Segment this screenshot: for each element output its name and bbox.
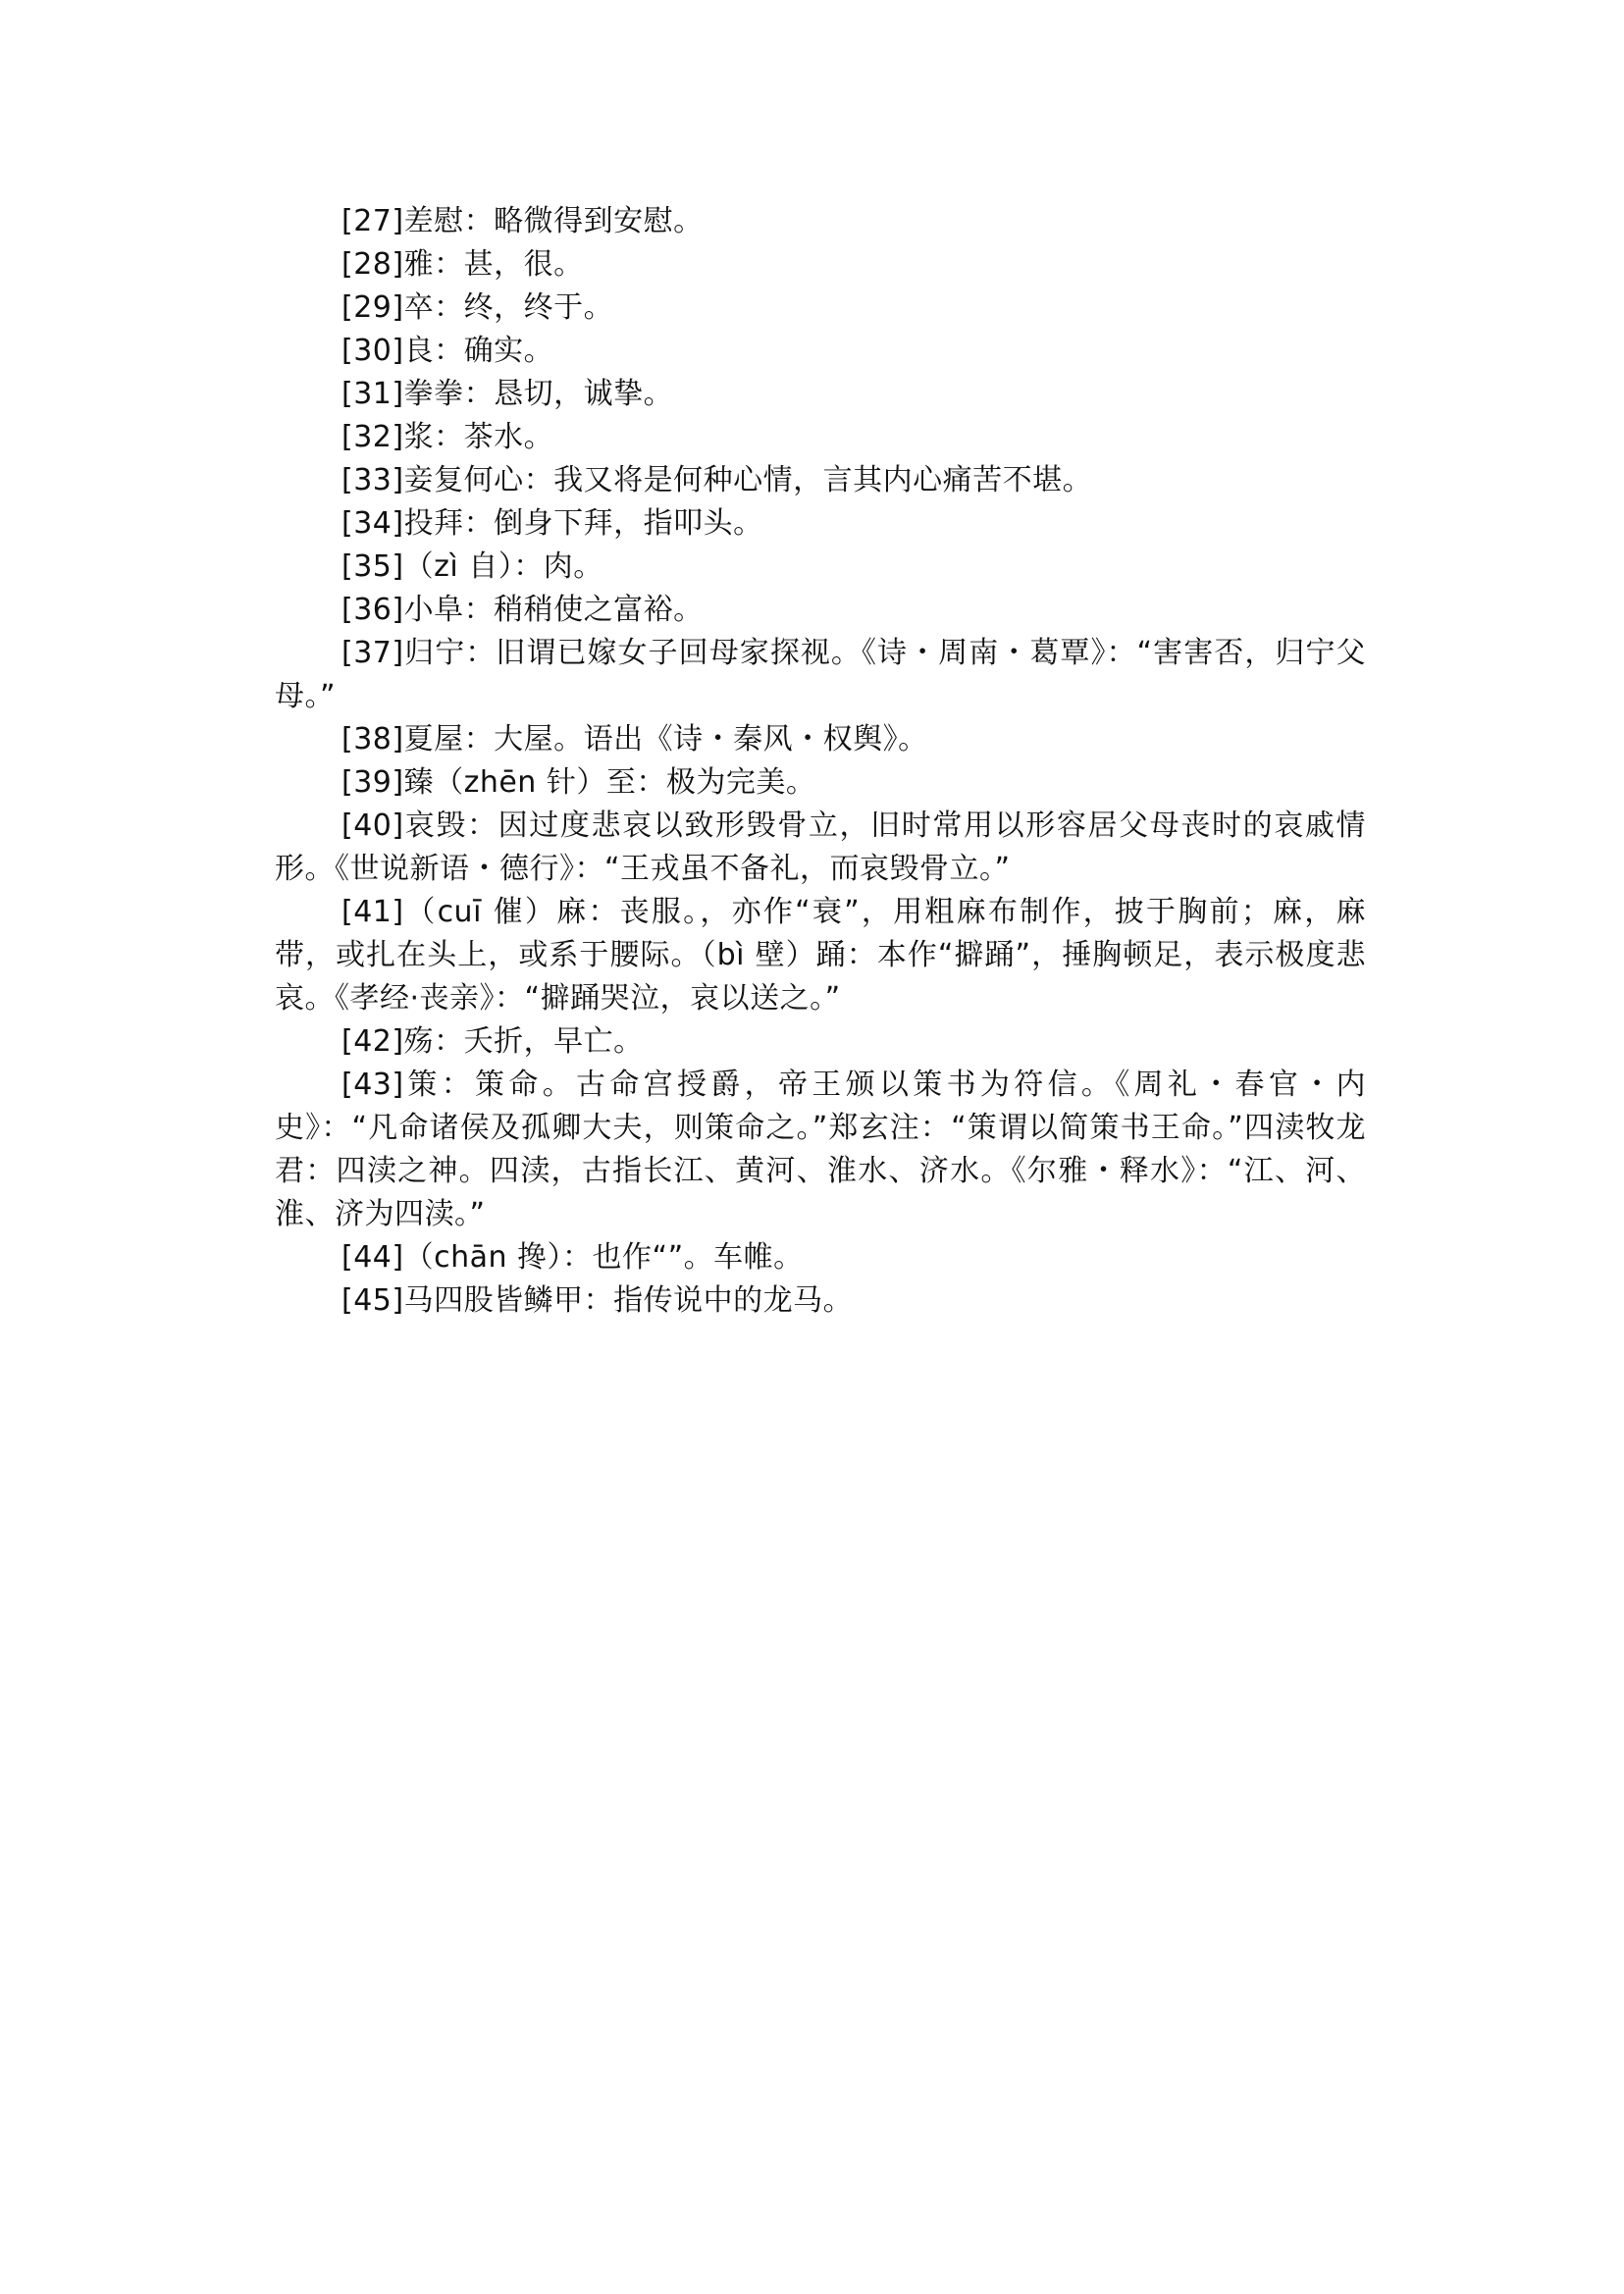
note-33: [33]妾复何心：我又将是何种心情，言其内心痛苦不堪。 — [341, 463, 1093, 497]
note-43: [43]策：策命。古命宫授爵，帝王颁以策书为符信。《周礼・春官・内史》：“凡命诸侯及孤卿大夫，则策命之。”郑玄注：“策谓以简策书王命。”四渎牧龙君：四渎之神。四渎，古指长江、黄河、淮水、济水。《尔雅・释水》：“江、河、淮、济为四渎。” — [275, 1068, 1366, 1231]
annotation-page — [275, 200, 1366, 1323]
note-39: [39]臻（zhēn 针）至：极为完美。 — [341, 765, 816, 800]
note-35: [35]（zì 自）：肉。 — [341, 549, 603, 584]
note-34: [34]投拜：倒身下拜，指叩头。 — [341, 506, 763, 541]
note-38: [38]夏屋：大屋。语出《诗・秦风・权舆》。 — [341, 722, 928, 756]
note-36: [36]小阜：稍稍使之富裕。 — [341, 593, 704, 627]
note-31: [31]拳拳：恳切，诚挚。 — [341, 377, 674, 411]
note-44: [44]（chān 搀）：也作“”。车帷。 — [341, 1240, 804, 1275]
note-45: [45]马四股皆鳞甲：指传说中的龙马。 — [341, 1283, 854, 1318]
note-42: [42]殇：夭折，早亡。 — [341, 1024, 644, 1059]
note-30: [30]良：确实。 — [341, 334, 554, 368]
note-41: [41]（cuī 催）麻：丧服。，亦作“衰”，用粗麻布制作，披于胸前；麻，麻带，或扎在头上，或系于腰际。（bì 壁）踊：本作“擗踊”，捶胸顿足，表示极度悲哀。《孝经·丧亲》：“擗踊哭泣，哀以送之。” — [275, 895, 1366, 1016]
note-32: [32]浆：茶水。 — [341, 420, 554, 454]
note-27: [27]差慰：略微得到安慰。 — [341, 204, 704, 238]
note-37: [37]归宁：旧谓已嫁女子回母家探视。《诗・周南・葛覃》：“害害否，归宁父母。” — [275, 636, 1366, 713]
note-28: [28]雅：甚，很。 — [341, 247, 584, 282]
note-40: [40]哀毁：因过度悲哀以致形毁骨立，旧时常用以形容居父母丧时的哀戚情形。《世说新语・德行》：“王戎虽不备礼，而哀毁骨立。” — [275, 808, 1366, 886]
note-29: [29]卒：终，终于。 — [341, 290, 614, 325]
